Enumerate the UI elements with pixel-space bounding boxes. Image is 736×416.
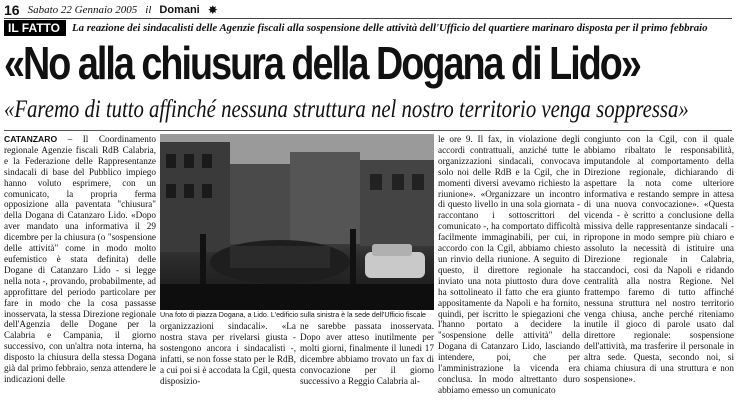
article-column-2 xyxy=(160,321,296,413)
headline: «No alla chiusura della Dogana di Lido» xyxy=(4,37,640,89)
column-5-text: congiunto con la Cgil, con il quale abbiamo ribaltato le responsabilità, imputandole al comportamento della Direzione regionale, dichiarando di aspettare la nota come ulteriore informativa e restando sempre in attesa di una nuova convocazione». «Questa vicenda - è scritto a conclusione della missiva delle rappresentanze sindacali - ripropone in modo sempre più chiaro e assoluto la necessità di istituire una Direzione regionale in Calabria, staccandoci, così da Napoli e ridando centralità alla nostra Regione. Nel frattempo faremo di tutto affinché nessuna struttura nel nostro territorio venga chiusa, anche perché riteniamo inutile il gioco di parole usato dal direttore regionale: sospensione dell'attività, ma trasferire il personale in altra sede. Questa, secondo noi, si chiama chiusura di una struttura e non sospensione». xyxy=(584,134,734,384)
article-photo xyxy=(160,134,434,310)
article-column-3 xyxy=(300,321,434,413)
section-label: IL FATTO xyxy=(4,20,66,36)
paper-name: Domani xyxy=(159,4,200,16)
kicker-text: La reazione dei sindacalisti delle Agenzie fiscali alla sospensione delle attività dell'Ufficio del quartiere marinaro disposta per il primo febbraio xyxy=(72,22,708,34)
divider xyxy=(4,130,732,131)
article-column-5 xyxy=(584,134,734,412)
dateline: CATANZARO xyxy=(4,134,58,144)
column-1-text: – Il Coordinamento regionale Agenzie fiscali RdB Calabria, e la Federazione delle Rappresentanze sindacali di base del Pubblico impiego hanno voluto esprimere, con un comunicato, la propria ferma opposizione alla paventata "chiusura" della Dogana di Catanzaro Lido. «Dopo aver mandato una informativa il 29 dicembre per la chiusura (o "sospensione delle attività" come in modo molto eufemistico è stata definita) delle Dogane di Catanzaro Lido - si legge nella nota -, provando, probabilmente, ad approfittare del periodo particolare per fare in modo che la cosa passasse inosservata, la stessa Direzione regionale dell'Agenzia delle Dogane per la Calabria e Campania, il giorno successivo, con un'altra nota interna, ha disposto la chiusura della stessa Dogana già dal primo febbraio, senza attendere le indicazioni delle xyxy=(4,134,156,384)
paper-prefix: il xyxy=(145,4,152,16)
kicker-row xyxy=(4,20,732,36)
article-column-4 xyxy=(438,134,580,412)
column-4-text: le ore 9. Il fax, in violazione degli accordi contrattuali, anziché tutte le organizzazioni sindacali, convocava solo noi delle RdB e la Cgil, che in momenti diversi avevamo richiesto la riunione». «Organizzare un incontro di questo livello in una sola giornata - raccontano i sottoscrittori del comunicato -, ha comportato difficoltà facilmente immaginabili, per cui, in accordo con la Cgil, abbiamo chiesto un rinvio della riunione. A seguito di questo, il direttore regionale ha inviato una nota piuttosto dura dove ha sottolineato il fatto che era giunto appositamente da Napoli e ha fornito, quindi, per iscritto le spiegazioni che l'hanno portato a decidere la "sospensione delle attività" della Dogana di Catanzaro Lido, lasciando intendere, poi, che per l'amministrazione la vicenda era conclusa. In modo altrettanto duro abbiamo emesso un comunicato xyxy=(438,134,580,395)
column-3-text: ne sarebbe passata inosservata. Dopo aver atteso inutilmente per molti giorni, finalmente il lunedì 17 dicembre abbiamo trovato un fax di convocazione per il giorno successivo a Reggio Calabria al- xyxy=(300,321,434,386)
sun-icon: ✸ xyxy=(207,2,218,17)
subheadline: «Faremo di tutto affinché nessuna struttura nel nostro territorio venga soppressa» xyxy=(4,96,689,123)
issue-date: Sabato 22 Gennaio 2005 xyxy=(27,4,138,16)
photo-caption: Una foto di piazza Dogana, a Lido. L'edificio sulla sinistra è la sede dell'Ufficio fiscale xyxy=(160,311,426,319)
column-2-text: organizzazioni sindacali». «La nostra stava per rivelarsi giusta - sostengono ancora i sindacalisti -, infatti, se non fosse stato per le RdB, a cui poi si è accodata la Cgil, questa disposizio- xyxy=(160,321,296,386)
page-number: 16 xyxy=(4,2,20,18)
article-column-1 xyxy=(4,134,156,412)
page-header xyxy=(4,2,732,19)
piazza-photo-illustration xyxy=(160,134,434,310)
